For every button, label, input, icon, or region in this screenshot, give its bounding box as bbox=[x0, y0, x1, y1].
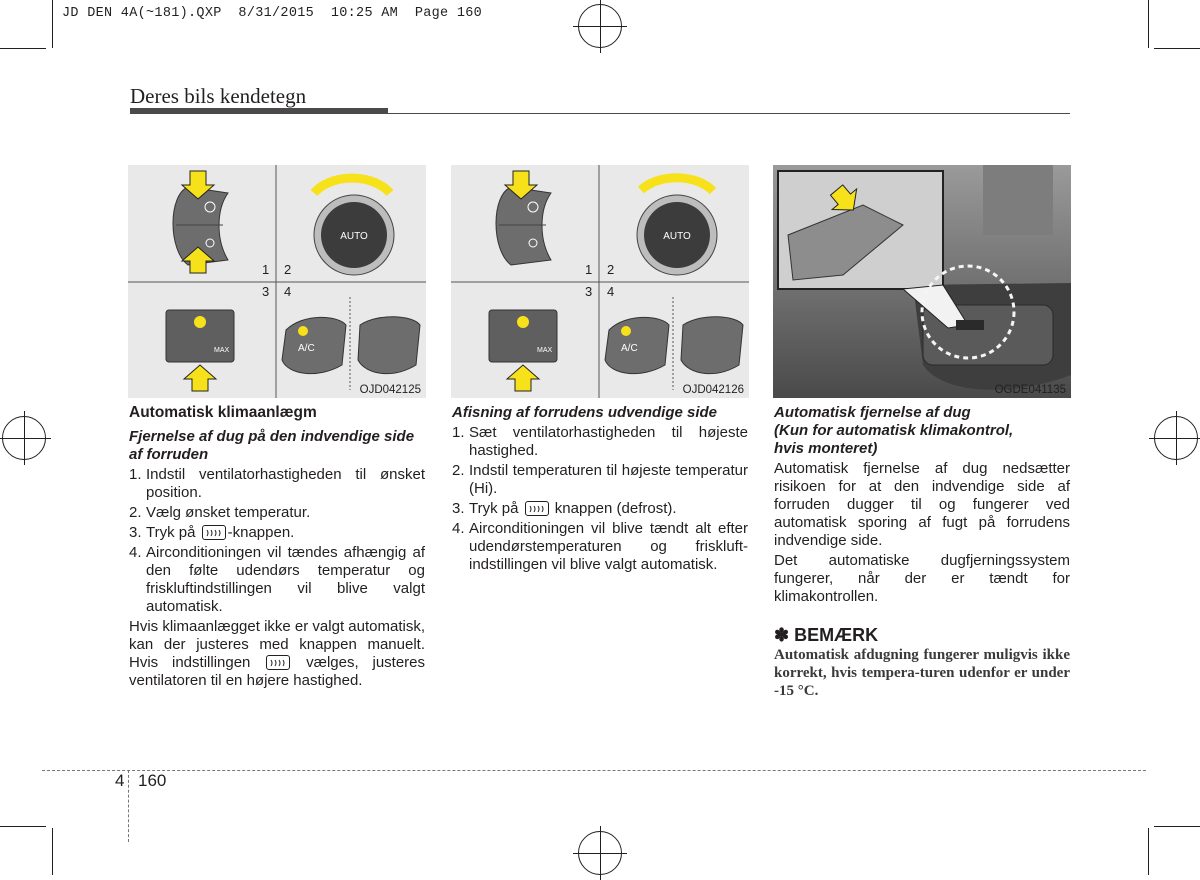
page-number: 160 bbox=[138, 771, 167, 790]
list-item: 1. Indstil ventilatorhastigheden til ønsket position. bbox=[129, 466, 425, 501]
figure-auto-climate bbox=[128, 165, 426, 398]
defrost-icon bbox=[166, 310, 234, 362]
crop-mark bbox=[1154, 826, 1200, 827]
paragraph: Hvis klimaanlægget ikke er valgt automatisk, kan der justeres med knappen manuelt. Hvis indstillingen vælges, justeres ventilatoren til en højere hastighed. bbox=[129, 618, 426, 689]
note-title: ✽ BEMÆRK bbox=[774, 625, 879, 645]
humidity-sensor-photo bbox=[773, 165, 1071, 398]
svg-text:A/C: A/C bbox=[298, 343, 315, 354]
svg-text:4: 4 bbox=[284, 284, 292, 299]
climate-controls-illustration bbox=[128, 165, 426, 398]
list-item: 1. Sæt ventilatorhastigheden til højeste hastighed. bbox=[452, 424, 748, 459]
recirculation-icon bbox=[681, 317, 743, 374]
crop-mark bbox=[52, 828, 53, 875]
defrost-icon bbox=[266, 655, 290, 670]
svg-text:1: 1 bbox=[262, 262, 270, 277]
defrost-icon bbox=[525, 501, 549, 516]
list-item: 4. Airconditioningen vil blive tændt alt efter udendørstemperaturen og friskluft-indstillingen vil blive valgt automatisk. bbox=[452, 520, 748, 573]
svg-text:A/C: A/C bbox=[621, 343, 638, 354]
figure-code: OJD042126 bbox=[682, 384, 744, 396]
list-item: 3. Tryk på -knappen. bbox=[129, 524, 295, 541]
figure-defrost bbox=[451, 165, 749, 398]
print-slug: JD DEN 4A(~181).QXP 8/31/2015 10:25 AM Page 160 bbox=[62, 6, 483, 21]
svg-text:AUTO: AUTO bbox=[340, 231, 368, 242]
crop-mark bbox=[1148, 0, 1149, 48]
section-title: Deres bils kendetegn bbox=[130, 84, 307, 108]
crop-mark bbox=[1154, 48, 1200, 49]
subheading: Automatisk fjernelse af dug bbox=[774, 404, 971, 421]
list-item: 3. Tryk på knappen (defrost). bbox=[452, 500, 677, 517]
column-auto-climate bbox=[129, 404, 425, 692]
registration-mark-icon bbox=[578, 831, 622, 875]
header-rule bbox=[388, 113, 1070, 114]
climate-controls-illustration bbox=[451, 165, 749, 398]
svg-text:4: 4 bbox=[607, 284, 615, 299]
paragraph: Automatisk fjernelse af dug nedsætter risikoen for at den indvendige side af forruden dugger til og fungerer ved automatisk sporing af fugt på forrudens indvendige side. bbox=[774, 460, 1070, 549]
footer-rule bbox=[42, 770, 1146, 771]
svg-text:2: 2 bbox=[607, 262, 615, 277]
list-item: 2. Vælg ønsket temperatur. bbox=[129, 504, 311, 521]
subheading: hvis monteret) bbox=[774, 440, 878, 457]
figure-code: OGDE041135 bbox=[994, 384, 1066, 396]
crop-mark bbox=[1148, 828, 1149, 875]
registration-mark-icon bbox=[578, 4, 622, 48]
svg-text:2: 2 bbox=[284, 262, 292, 277]
defrost-icon bbox=[202, 525, 226, 540]
svg-text:3: 3 bbox=[262, 284, 270, 299]
crop-mark bbox=[52, 0, 53, 48]
heading: Automatisk klimaanlægm bbox=[129, 404, 317, 421]
chapter-number: 4 bbox=[115, 771, 125, 790]
crop-mark bbox=[0, 48, 46, 49]
registration-mark-icon bbox=[1154, 416, 1198, 460]
figure-code: OJD042125 bbox=[359, 384, 421, 396]
list-item: 2. Indstil temperaturen til højeste temperatur (Hi). bbox=[452, 462, 748, 497]
svg-text:3: 3 bbox=[585, 284, 593, 299]
svg-text:MAX: MAX bbox=[214, 347, 230, 354]
header-rule bbox=[130, 108, 388, 114]
svg-text:AUTO: AUTO bbox=[663, 231, 691, 242]
svg-text:MAX: MAX bbox=[537, 347, 553, 354]
svg-text:1: 1 bbox=[585, 262, 593, 277]
subheading: (Kun for automatisk klimakontrol, bbox=[774, 422, 1014, 439]
defrost-icon bbox=[489, 310, 557, 362]
list-item: 4. Airconditioningen vil tændes afhængig af den følte udendørs temperatur og friskluftindstillingen vil blive valgt automatisk. bbox=[129, 544, 425, 615]
subheading: Afisning af forrudens udvendige side bbox=[452, 404, 718, 421]
note-text: Automatisk afdugning fungerer muligvis ikke korrekt, hvis tempera-turen udenfor er under -15 °C. bbox=[774, 647, 1070, 699]
column-defrost bbox=[452, 404, 748, 576]
registration-mark-icon bbox=[2, 416, 46, 460]
subheading: Fjernelse af dug på den indvendige side af forruden bbox=[129, 428, 415, 463]
recirculation-icon bbox=[358, 317, 420, 374]
crop-mark bbox=[0, 826, 46, 827]
column-auto-defog bbox=[774, 404, 1070, 700]
footer-divider bbox=[128, 770, 129, 842]
paragraph: Det automatiske dugfjerningssystem fungerer, når der er tændt for klimakontrollen. bbox=[774, 552, 1070, 605]
figure-humidity-sensor bbox=[773, 165, 1071, 398]
